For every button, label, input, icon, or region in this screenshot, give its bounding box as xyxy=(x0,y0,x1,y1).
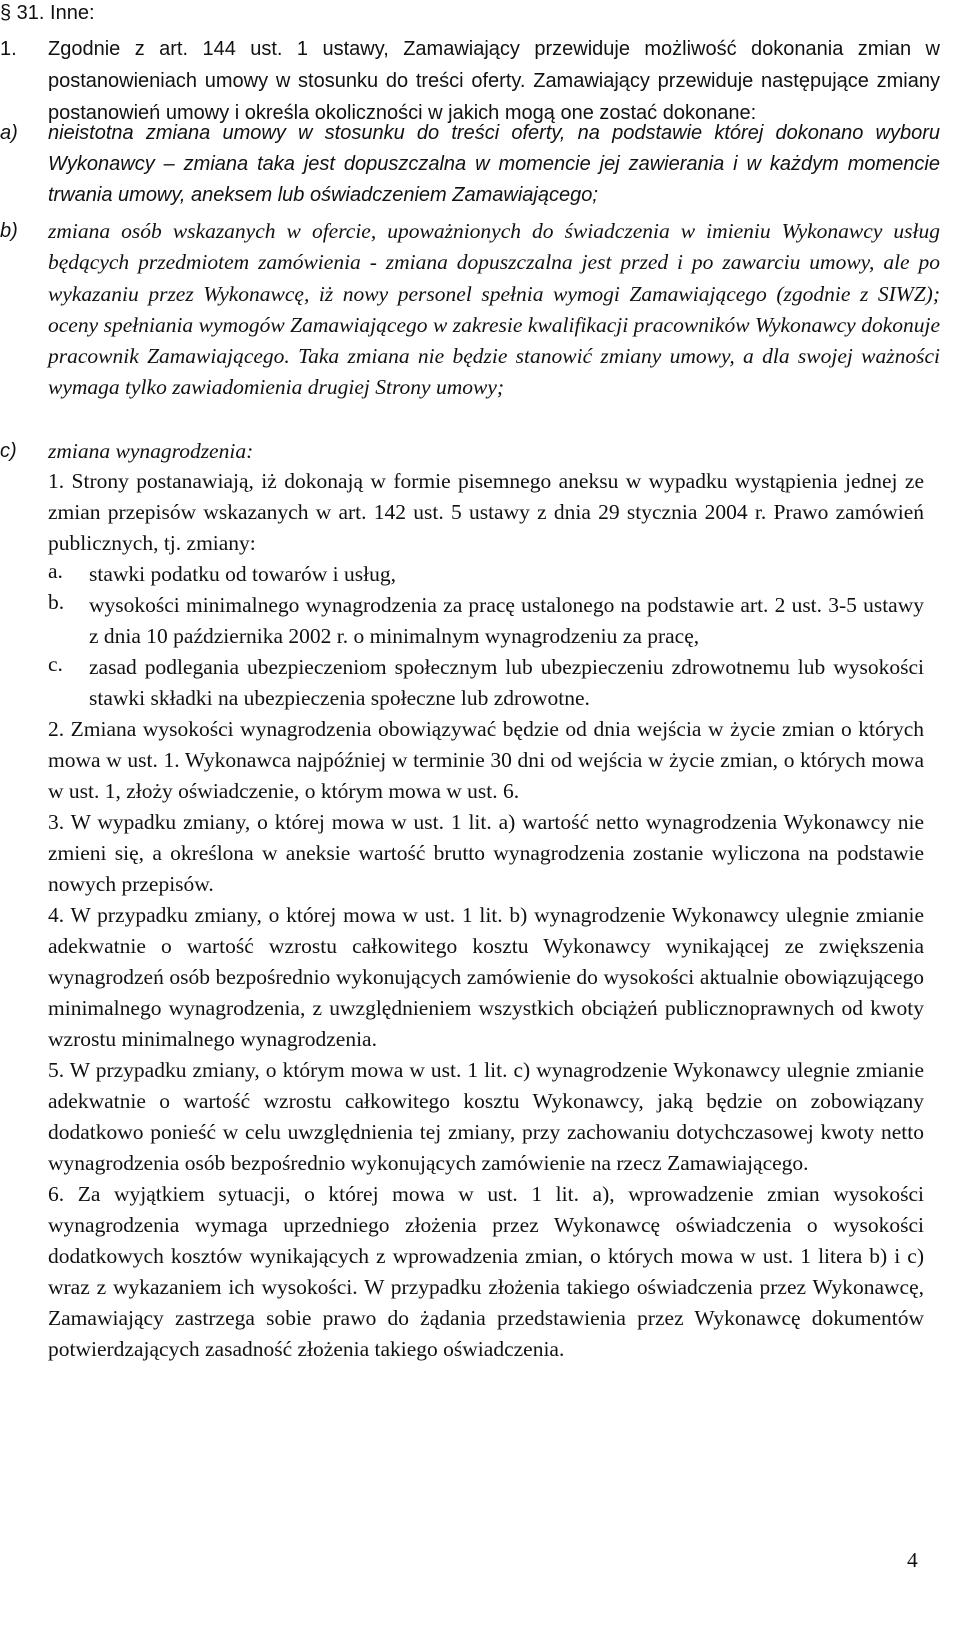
item-c xyxy=(0,436,940,467)
page-number: 4 xyxy=(907,1548,918,1572)
subitem-a xyxy=(48,559,924,590)
subitem-c xyxy=(48,652,924,714)
subitem-b-text: wysokości minimalnego wynagrodzenia za pracę ustalonego na podstawie art. 2 ust. 3-5 ustawy z dnia 10 października 2002 r. o minimalnym wynagrodzeniu za pracę, xyxy=(89,593,924,648)
item-b-label: b) xyxy=(0,220,18,242)
item-b xyxy=(0,216,940,404)
item-b-text: zmiana osób wskazanych w ofercie, upoważnionych do świadczenia w imieniu Wykonawcy usług będących przedmiotem zamówienia - zmiana dopuszczalna jest przed i po zawarciu umowy, ale po wykazaniu przez Wykonawcę, iż nowy personel spełnia wymogi Zamawiającego (zgodnie z SIWZ); oceny spełniania wymogów Zamawiającego w zakresie kwalifikacji pracowników Wykonawcy dokonuje pracownik Zamawiającego. Taka zmiana nie będzie stanowić zmiany umowy, a dla swojej ważności wymaga tylko zawiadomienia drugiej Strony umowy; xyxy=(48,219,940,400)
paragraph-2: 2. Zmiana wysokości wynagrodzenia obowiązywać będzie od dnia wejścia w życie zmian o których mowa w ust. 1. Wykonawca najpóźniej w terminie 30 dni od wejścia w życie zmian, o których mowa w ust. 1, złoży oświadczenie, o którym mowa w ust. 6. xyxy=(48,717,924,803)
point-1-number: 1. xyxy=(0,38,17,60)
subitem-a-label: a. xyxy=(48,559,63,583)
item-a-label: a) xyxy=(0,122,18,144)
subitem-a-text: stawki podatku od towarów i usług, xyxy=(89,562,396,586)
item-c-label: c) xyxy=(0,440,17,462)
paragraph-3: 3. W wypadku zmiany, o której mowa w ust. 1 lit. a) wartość netto wynagrodzenia Wykonawcy nie zmieni się, a określona w aneksie wartość brutto wynagrodzenia zostanie wyliczona na podstawie nowych przepisów. xyxy=(48,810,924,896)
subitem-c-label: c. xyxy=(48,652,63,676)
paragraph-4: 4. W przypadku zmiany, o której mowa w ust. 1 lit. b) wynagrodzenie Wykonawcy ulegnie zmianie adekwatnie o wartość wzrostu całkowitego kosztu Wykonawcy wynikającej ze zwiększenia wynagrodzeń osób bezpośrednio wykonujących zamówienie do wysokości aktualnie obowiązującego minimalnego wynagrodzenia, z uwzględnieniem wszystkich obciążeń publicznoprawnych od kwoty wzrostu minimalnego wynagrodzenia. xyxy=(48,903,924,1051)
item-c-content xyxy=(48,466,924,1365)
section-heading: § 31. Inne: xyxy=(0,2,95,24)
point-1-text: Zgodnie z art. 144 ust. 1 ustawy, Zamawiający przewiduje możliwość dokonania zmian w postanowieniach umowy w stosunku do treści oferty. Zamawiający przewiduje następujące zmiany postanowień umowy i określa okoliczności w jakich mogą one zostać dokonane: xyxy=(48,38,940,124)
item-a-text: nieistotna zmiana umowy w stosunku do treści oferty, na podstawie której dokonano wyboru Wykonawcy – zmiana taka jest dopuszczalna w momencie jej zawierania i w każdym momencie trwania umowy, aneksem lub oświadczeniem Zamawiającego; xyxy=(48,122,940,206)
item-a xyxy=(0,118,940,211)
paragraph-1: 1. Strony postanawiają, iż dokonają w formie pisemnego aneksu w wypadku wystąpienia jednej ze zmian przepisów wskazanych w art. 142 ust. 5 ustawy z dnia 29 stycznia 2004 r. Prawo zamówień publicznych, tj. zmiany: xyxy=(48,469,924,555)
subitem-b-label: b. xyxy=(48,590,65,614)
item-c-text: zmiana wynagrodzenia: xyxy=(48,439,254,463)
point-1 xyxy=(0,33,940,129)
subitem-b xyxy=(48,590,924,652)
subitem-c-text: zasad podlegania ubezpieczeniom społecznym lub ubezpieczeniu zdrowotnemu lub wysokości stawki składki na ubezpieczenia społeczne lub zdrowotne. xyxy=(89,655,924,710)
paragraph-5: 5. W przypadku zmiany, o którym mowa w ust. 1 lit. c) wynagrodzenie Wykonawcy ulegnie zmianie adekwatnie o wartość wzrostu całkowitego kosztu Wykonawcy, jaką będzie on zobowiązany dodatkowo ponieść w celu uwzględnienia tej zmiany, przy zachowaniu dotychczasowej kwoty netto wynagrodzenia osób bezpośrednio wykonujących zamówienie na rzecz Zamawiającego. xyxy=(48,1058,924,1175)
paragraph-6: 6. Za wyjątkiem sytuacji, o której mowa w ust. 1 lit. a), wprowadzenie zmian wysokości wynagrodzenia wymaga uprzedniego złożenia przez Wykonawcę oświadczenia o wysokości dodatkowych kosztów wynikających z wprowadzenia zmian, o których mowa w ust. 1 litera b) i c) wraz z wykazaniem ich wysokości. W przypadku złożenia takiego oświadczenia przez Wykonawcę, Zamawiający zastrzega sobie prawo do żądania przedstawienia przez Wykonawcę dokumentów potwierdzających zasadność złożenia takiego oświadczenia. xyxy=(48,1182,924,1361)
